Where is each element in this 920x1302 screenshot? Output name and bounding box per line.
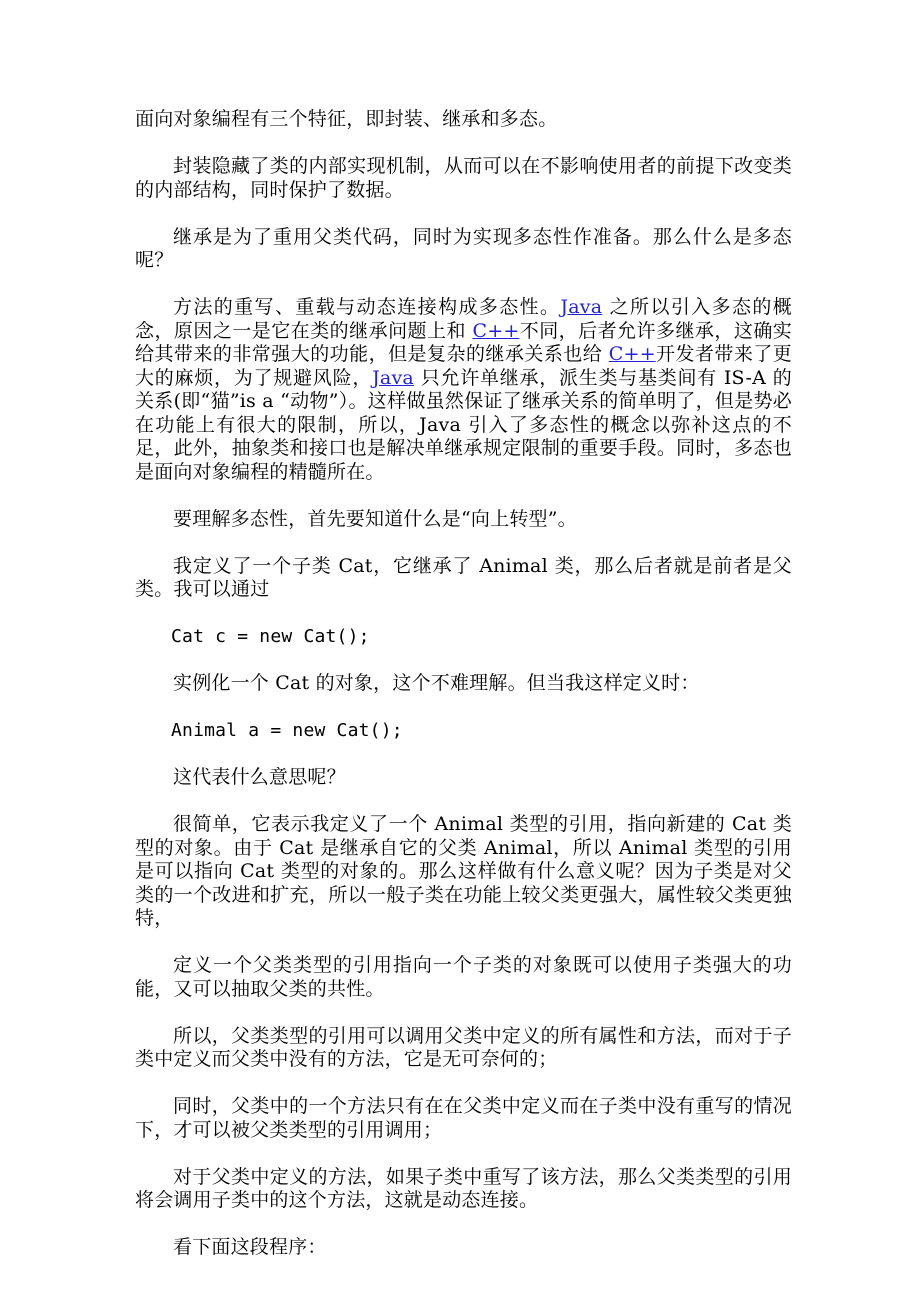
text-run: 对于父类中定义的方法，如果子类中重写了该方法，那么父类类型的引用将会调用子类中的这个方法，这就是动态连接。 [135, 1165, 792, 1211]
text-run: 只允许单继承，派生类与基类间有 IS-A 的关系(即“猫”is a “动物”）。这样做虽然保证了继承关系的简单明了，但是势必在功能上有很大的限制，所以，Java 引入了多态性的概念以弥补这点的不足，此外，抽象类和接口也是解决单继承规定限制的重要手段。同时，多态也是面向对象编程的精髓所在。 [135, 366, 793, 483]
text-run: 很简单，它表示我定义了一个 Animal 类型的引用，指向新建的 Cat 类型的对象。由于 Cat 是继承自它的父类 Animal，所以 Animal 类型的引用是可以指向 Cat 类型的对象的。那么这样做有什么意义呢？因为子类是对父类的一个改进和扩充，所以一般子类在功能上较父类更强大，属性较父类更独特， [135, 813, 792, 929]
text-run: 开发者带来了更大的麻烦，为了规避风险， [135, 343, 792, 389]
text-run: Animal a = new Cat(); [171, 720, 403, 741]
paragraph [135, 155, 792, 202]
text-run: 实例化一个 Cat 的对象，这个不难理解。但当我这样定义时： [173, 672, 700, 694]
code-line [135, 719, 792, 743]
text-run: 要理解多态性，首先要知道什么是“向上转型”。 [173, 507, 577, 530]
hyperlink-cpp[interactable]: C++ [472, 319, 520, 342]
text-run: 看下面这段程序： [173, 1236, 327, 1258]
hyperlink-java[interactable]: Java [560, 296, 603, 318]
text-run: 所以，父类类型的引用可以调用父类中定义的所有属性和方法，而对于子类中定义而父类中没有的方法，它是无可奈何的； [135, 1024, 792, 1070]
text-run: 我定义了一个子类 Cat，它继承了 Animal 类，那么后者就是前者是父类。我可以通过 [135, 554, 792, 600]
paragraph [135, 1095, 792, 1142]
hyperlink-cpp[interactable]: C++ [608, 343, 656, 365]
text-run: 封装隐藏了类的内部实现机制，从而可以在不影响使用者的前提下改变类的内部结构，同时保护了数据。 [135, 155, 792, 201]
hyperlink-java[interactable]: Java [372, 366, 414, 389]
paragraph [135, 296, 792, 484]
text-run: 面向对象编程有三个特征，即封装、继承和多态。 [135, 108, 558, 130]
paragraph [135, 813, 792, 931]
paragraph [135, 226, 792, 273]
paragraph [135, 1025, 792, 1072]
text-run: 方法的重写、重载与动态连接构成多态性。 [173, 296, 561, 318]
paragraph [135, 766, 792, 790]
document-content [135, 108, 792, 1260]
text-run: Cat c = new Cat(); [171, 626, 370, 647]
paragraph [135, 672, 792, 696]
text-run: 这代表什么意思呢？ [173, 766, 346, 788]
paragraph [135, 108, 792, 132]
paragraph [135, 555, 792, 602]
paragraph [135, 954, 792, 1001]
code-line [135, 625, 792, 649]
paragraph [135, 1236, 792, 1260]
text-run: 之所以引入多态的概念，原因之一是它在类的继承问题上和 [135, 296, 792, 342]
text-run: 不同，后者允许多继承，这确实给其带来的非常强大的功能，但是复杂的继承关系也给 [135, 319, 793, 365]
text-run: 定义一个父类类型的引用指向一个子类的对象既可以使用子类强大的功能，又可以抽取父类的共性。 [135, 954, 792, 1000]
paragraph [135, 1166, 792, 1213]
paragraph [135, 508, 792, 532]
text-run: 同时，父类中的一个方法只有在在父类中定义而在子类中没有重写的情况下，才可以被父类类型的引用调用； [135, 1095, 792, 1141]
text-run: 继承是为了重用父类代码，同时为实现多态性作准备。那么什么是多态呢？ [135, 225, 792, 271]
